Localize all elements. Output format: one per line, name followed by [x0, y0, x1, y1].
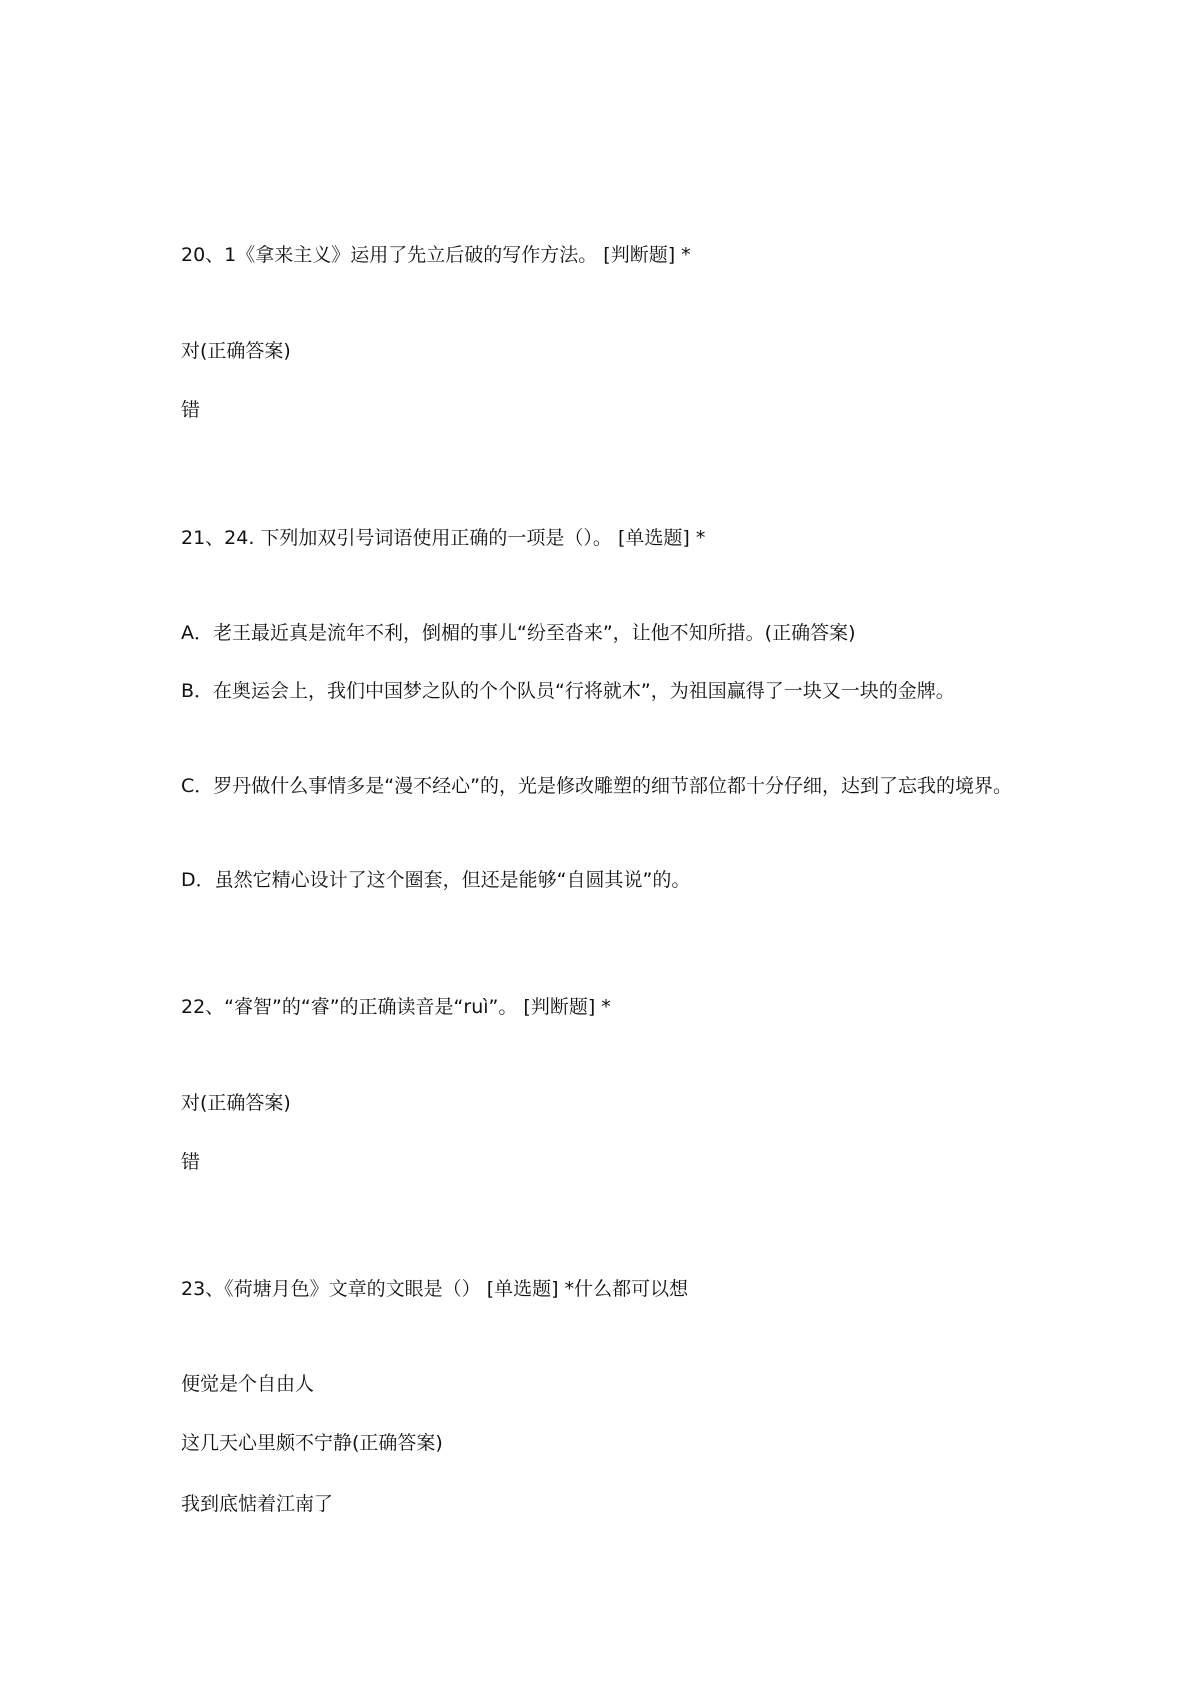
question-option[interactable]: B．在奥运会上，我们中国梦之队的个个队员“行将就木”，为祖国赢得了一块又一块的金牌。: [181, 680, 955, 702]
question-title-20: 20、1《拿来主义》运用了先立后破的写作方法。 [判断题] *: [181, 244, 691, 266]
question-option[interactable]: D．虽然它精心设计了这个圈套，但还是能够“自圆其说”的。: [181, 869, 691, 891]
question-option[interactable]: 这几天心里颇不宁静(正确答案): [181, 1432, 443, 1454]
question-title-21: 21、24. 下列加双引号词语使用正确的一项是（）。 [单选题] *: [181, 527, 706, 549]
question-title-23: 23、《荷塘月色》文章的文眼是（） [单选题] *什么都可以想: [181, 1278, 689, 1300]
question-title-22: 22、“睿智”的“睿”的正确读音是“ruì”。 [判断题] *: [181, 996, 611, 1018]
question-option[interactable]: 对(正确答案): [181, 1092, 291, 1114]
question-option[interactable]: A．老王最近真是流年不利，倒楣的事儿“纷至沓来”，让他不知所措。(正确答案): [181, 622, 856, 644]
question-option[interactable]: 错: [181, 1151, 201, 1173]
question-option[interactable]: 错: [181, 399, 201, 421]
question-option[interactable]: 我到底惦着江南了: [181, 1493, 334, 1515]
question-option[interactable]: C．罗丹做什么事情多是“漫不经心”的，光是修改雕塑的细节部位都十分仔细，达到了忘我的境界。: [181, 775, 1012, 797]
question-option[interactable]: 对(正确答案): [181, 340, 291, 362]
question-option[interactable]: 便觉是个自由人: [181, 1373, 315, 1395]
